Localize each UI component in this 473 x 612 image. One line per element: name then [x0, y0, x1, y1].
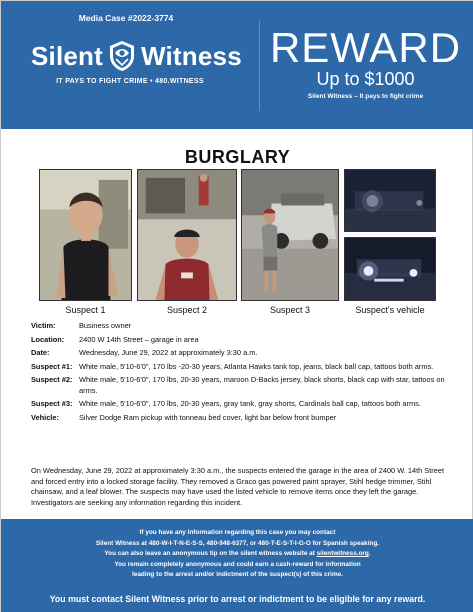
- suspect-2-caption: Suspect 2: [166, 305, 208, 315]
- vehicle-value: Silver Dodge Ram pickup with tonneau bed cover, light bar below front bumper: [79, 412, 337, 422]
- contact-line-1: If you have any information regarding this case you may contact: [139, 529, 336, 536]
- media-case-number: Media Case #2022-3774: [78, 13, 174, 23]
- detail-victim: [31, 321, 451, 332]
- suspect-3-caption: Suspect 3: [269, 305, 311, 315]
- contact-line-2: Silent Witness at 480-W-I-T-N-E-S-S, 480-948-6377, or 480-T-E-S-T-I-G-O for Spanish speaking.: [95, 539, 380, 547]
- suspect-3-label: Suspect #3:: [31, 399, 73, 408]
- logo-word-left: Silent: [31, 40, 103, 71]
- shield-eye-icon: [107, 39, 137, 73]
- suspect-1-label: Suspect #1:: [31, 361, 73, 371]
- footer-banner: [1, 519, 473, 612]
- contact-line-5: leading to the arrest and/or indictment of the suspect(s) of this crime.: [132, 571, 343, 579]
- incident-narrative: On Wednesday, June 29, 2022 at approximately 3:30 a.m., the suspects entered the garage in the area of 2400 W. 14th Street and forced entry into a locked storage facility. They removed a Graco gas powered paint sprayer, Stihl hedge trimmer, Stihl chainsaw, and a leaf blower. The suspects may have used the listed vehicle to remove items once they left the garage. Investigators are seeking any information regarding this incident.: [31, 466, 445, 507]
- reward-amount: Up to $1000: [316, 69, 415, 89]
- case-details: [31, 321, 451, 426]
- reward-heading: REWARD: [269, 24, 462, 71]
- crime-title: BURGLARY: [184, 147, 291, 167]
- contact-line-3: [1, 549, 473, 560]
- contact-line-4: You remain completely anonymous and could earn a cash-reward for information: [114, 560, 361, 568]
- suspect-1-caption: Suspect 1: [65, 305, 106, 315]
- date-value: Wednesday, June 29, 2022 at approximately 3:30 a.m.: [79, 348, 258, 357]
- logo-word-right: Witness: [141, 40, 242, 71]
- detail-suspect-1: [31, 362, 451, 373]
- suspect-1-description: White male, 5'10-6'0", 170 lbs -20-30 years, Atlanta Hawks tank top, jeans, black ball cap, tattoos both arms.: [79, 361, 434, 371]
- detail-vehicle: [31, 413, 451, 424]
- contact-line-3-text: You can also leave an anonymous tip on the silent witness website at: [104, 550, 317, 558]
- silent-witness-logo: [31, 39, 242, 73]
- vehicle-label: Vehicle:: [31, 412, 59, 422]
- suspect-3-photo: [241, 169, 339, 301]
- suspect-1-photo: [39, 169, 132, 301]
- header-banner: [1, 1, 473, 129]
- vehicle-photo-1: [344, 169, 436, 232]
- contact-info: [1, 528, 473, 581]
- logo-tagline: IT PAYS TO FIGHT CRIME • 480.WITNESS: [56, 78, 204, 85]
- suspect-2-label: Suspect #2:: [31, 375, 73, 384]
- victim-label: Victim:: [31, 321, 56, 330]
- suspect-2-description: White male, 5'10-6'0", 170 lbs, 20-30 years, maroon D-Backs jersey, black shorts, black cap with star, tattoos on arms.: [79, 375, 445, 395]
- detail-date: [31, 348, 451, 359]
- eligibility-notice: You must contact Silent Witness prior to arrest or indictment to be eligible for any reward.: [49, 594, 426, 604]
- vehicle-caption: Suspect's vehicle: [355, 305, 425, 315]
- detail-suspect-2: [31, 375, 451, 396]
- contact-line-3-end: .: [368, 550, 371, 558]
- suspect-3-description: White male, 5'10-6'0", 170 lbs, 20-30 years, gray tank, gray shorts, Cardinals ball cap, tattoos both arms.: [79, 399, 421, 408]
- location-label: Location:: [31, 334, 65, 344]
- detail-suspect-3: [31, 399, 451, 410]
- header-divider: [259, 21, 260, 111]
- reward-tagline: Silent Witness – It pays to fight crime: [307, 93, 424, 100]
- website-link[interactable]: silentwitness.org: [316, 550, 369, 558]
- detail-location: [31, 335, 451, 346]
- victim-value: Business owner: [79, 321, 132, 330]
- date-label: Date:: [31, 348, 50, 357]
- vehicle-photo-2: [344, 237, 436, 301]
- location-value: 2400 W 14th Street – garage in area: [79, 334, 199, 344]
- suspect-2-photo: [137, 169, 237, 301]
